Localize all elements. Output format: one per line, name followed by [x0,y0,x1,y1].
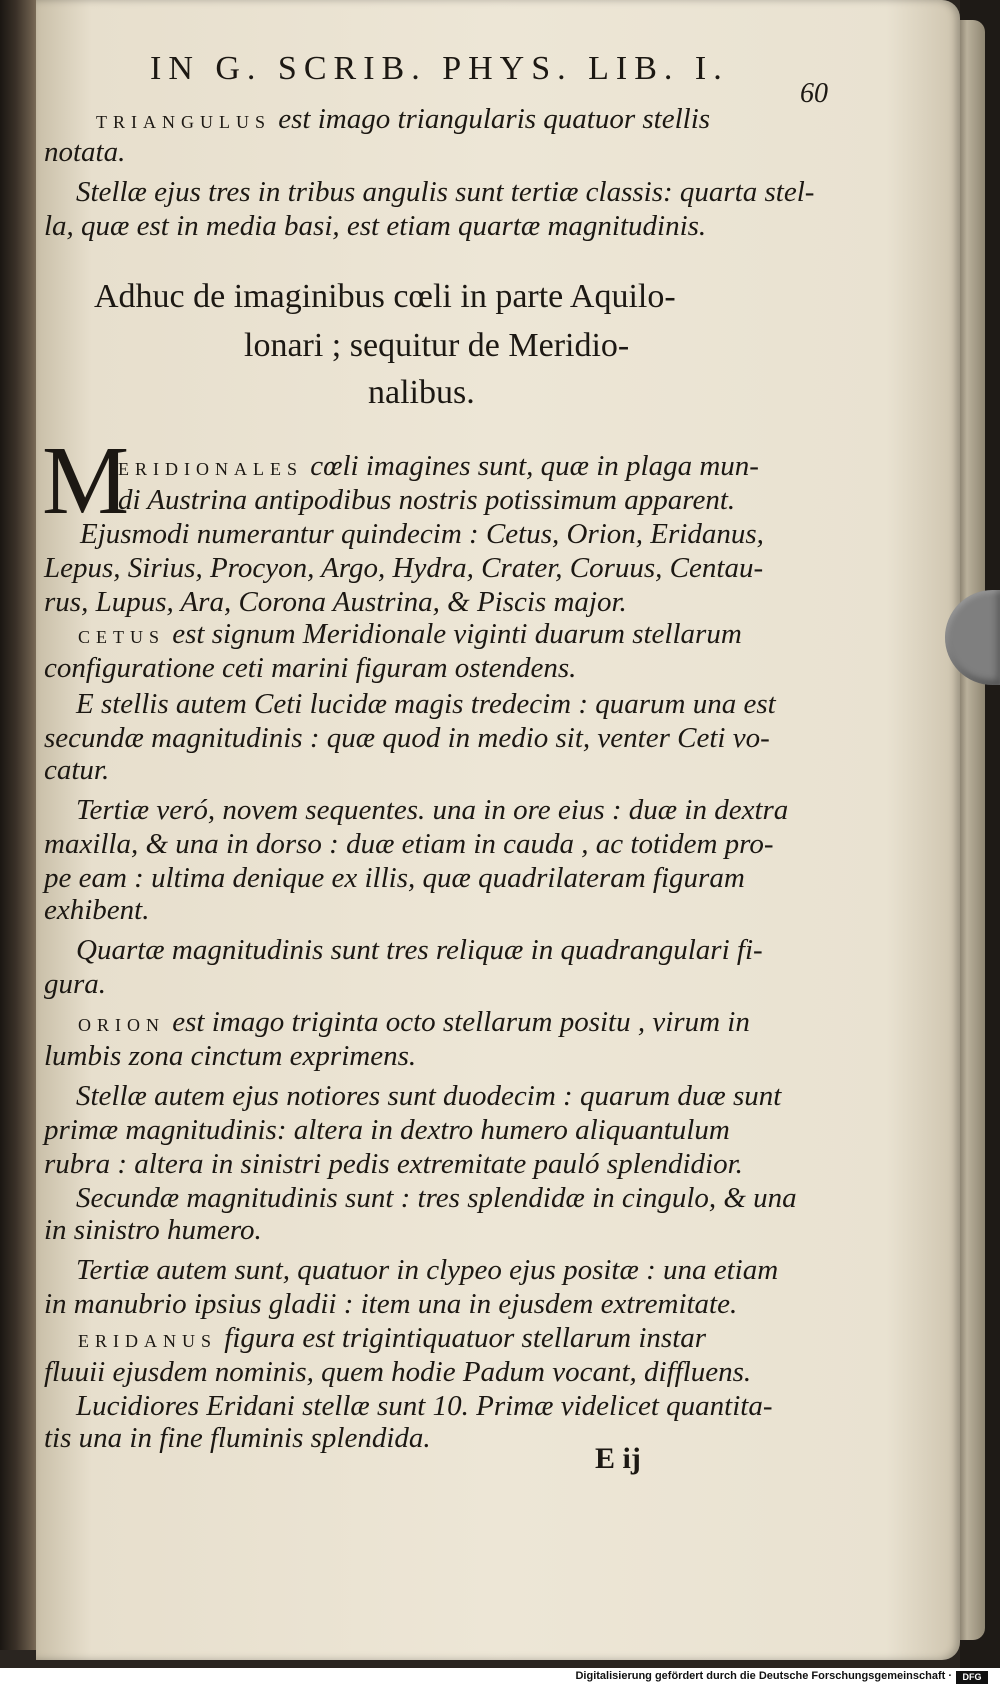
text-line: Lepus, Sirius, Procyon, Argo, Hydra, Crater, Coruus, Centau- [44,552,764,584]
text-line: TRIANGULUS est imago triangularis quatuor stellis [96,103,711,135]
text-line: gura. [44,968,107,1000]
text-line: Stellæ ejus tres in tribus angulis sunt tertiæ classis: quarta stel- [76,176,815,208]
page-number: 60 [800,78,828,109]
lead-word: ERIDANUS [78,1331,218,1351]
text-line: la, quæ est in media basi, est etiam quartæ magnitudinis. [44,210,707,242]
text-line: pe eam : ultima denique ex illis, quæ quadrilateram figuram [44,862,745,894]
text-line: ERIDIONALES cœli imagines sunt, quæ in plaga mun- [118,450,759,482]
text-line: exhibent. [44,894,150,926]
lead-word: ORION [78,1015,165,1035]
running-head: IN G. SCRIB. PHYS. LIB. I. [150,50,729,87]
section-heading-line: Adhuc de imaginibus cœli in parte Aquilo- [94,278,676,315]
text-line: tis una in fine fluminis splendida. [44,1422,431,1454]
text-line: lumbis zona cinctum exprimens. [44,1040,417,1072]
text-line: catur. [44,754,110,786]
funding-notice: Digitalisierung gefördert durch die Deutsche Forschungsgemeinschaft · [575,1670,952,1682]
text-line: ORION est imago triginta octo stellarum positu , virum in [78,1006,750,1038]
text-line: di Austrina antipodibus nostris potissimum apparent. [118,484,736,516]
lead-word: TRIANGULUS [96,112,271,132]
signature-mark: E ij [595,1442,641,1475]
text-line: rus, Lupus, Ara, Corona Austrina, & Piscis major. [44,586,627,618]
text-line: primæ magnitudinis: altera in dextro humero aliquantulum [44,1114,730,1146]
text-line: Ejusmodi numerantur quindecim : Cetus, Orion, Eridanus, [80,518,764,550]
text-line: Secundæ magnitudinis sunt : tres splendidæ in cingulo, & una [76,1182,797,1214]
text-line: configuratione ceti marini figuram ostendens. [44,652,577,684]
text-line: Lucidiores Eridani stellæ sunt 10. Primæ videlicet quantita- [76,1390,773,1422]
text-line: Stellæ autem ejus notiores sunt duodecim : quarum duæ sunt [76,1080,782,1112]
text-line: rubra : altera in sinistri pedis extremitate pauló splendidior. [44,1148,743,1180]
lead-word: ERIDIONALES [118,459,303,479]
dfg-logo: DFG [956,1671,988,1684]
text-line: Quartæ magnitudinis sunt tres reliquæ in quadrangulari fi- [76,934,763,966]
text-line: in sinistro humero. [44,1214,262,1246]
drop-cap: M [42,427,130,535]
section-heading-line: nalibus. [368,374,475,411]
text-line: ERIDANUS figura est trigintiquatuor stellarum instar [78,1322,707,1354]
lead-word: CETUS [78,627,166,647]
text-line: notata. [44,136,126,168]
text-line: in manubrio ipsius gladii : item una in ejusdem extremitate. [44,1288,738,1320]
text-line: Tertiæ autem sunt, quatuor in clypeo ejus positæ : una etiam [76,1254,779,1286]
book-binding-edge [0,0,40,1650]
text-line: fluuii ejusdem nominis, quem hodie Padum vocant, diffluens. [44,1356,752,1388]
section-heading-line: lonari ; sequitur de Meridio- [244,327,630,364]
text-line: CETUS est signum Meridionale viginti duarum stellarum [78,618,742,650]
text-line: secundæ magnitudinis : quæ quod in medio sit, venter Ceti vo- [44,722,770,754]
text-line: maxilla, & una in dorso : duæ etiam in cauda , ac totidem pro- [44,828,774,860]
text-line: E stellis autem Ceti lucidæ magis tredecim : quarum una est [76,688,776,720]
text-line: Tertiæ veró, novem sequentes. una in ore eius : duæ in dextra [76,794,789,826]
